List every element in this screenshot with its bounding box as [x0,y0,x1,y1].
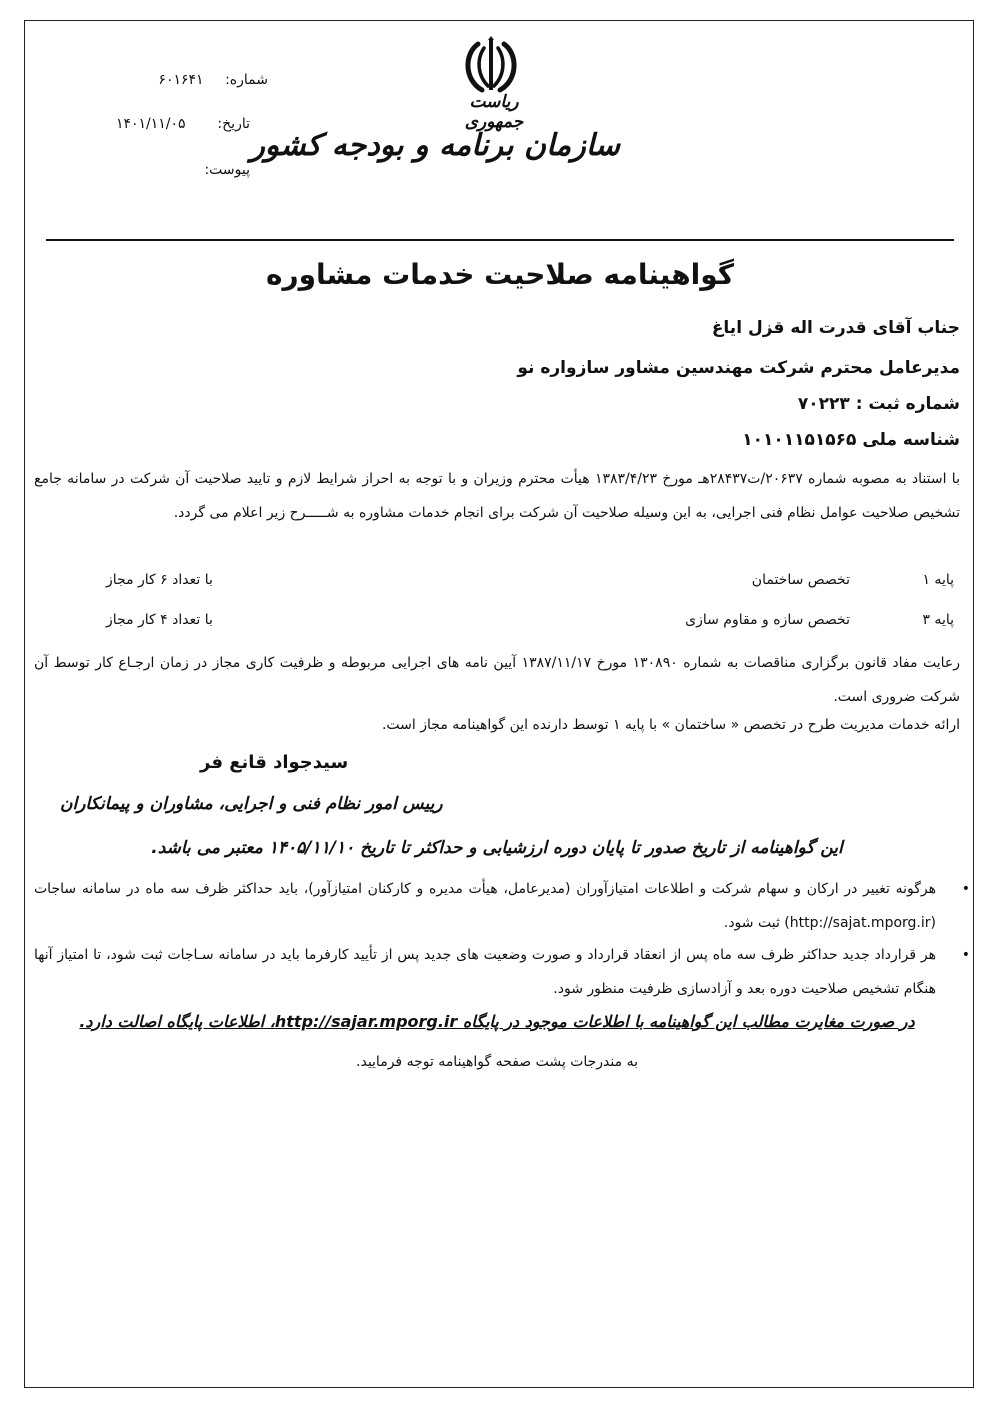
letter-attachment-label: پیوست: [204,162,250,178]
bullet-dot-icon: • [961,881,970,897]
bullet-item [34,872,970,940]
management-note: ارائه خدمات مدیریت طرح در تخصص « ساختمان » با پایه ۱ توسط دارنده این گواهینامه مجاز است. [381,717,960,733]
base-row-2 [34,612,960,642]
header-divider [46,239,954,241]
body-paragraph: با استناد به مصوبه شماره ۲۰۶۳۷/ت۲۸۴۳۷هـ مورخ ۱۳۸۳/۴/۲۳ هیأت محترم وزیران و با توجه به احراز شرایط لازم و تایید صلاحیت آن شرکت در سامانه جامع تشخیص صلاحیت عوامل نظام فنی اجرایی، به این وسیله صلاحیت آن شرکت برای انجام خدمات مشاوره به شـــــرح زیر اعلام می گردد. [34,471,960,521]
footer-note: به مندرجات پشت صفحه گواهینامه توجه فرمایید. [356,1054,638,1070]
letter-date [100,116,250,132]
letter-date-label: تاریخ: [217,116,250,132]
recipient-name: جناب آقای قدرت اله قزل ایاغ [711,318,960,338]
bullet-text: هرگونه تغییر در ارکان و سهام شرکت و اطلاعات امتیازآوران (مدیرعامل، هیأت مدیره و کارکنان امتیازآور)، باید حداکثر ظرف سه ماه در سامانه ساجات (http://sajat.mporg.ir) ثبت شود. [34,881,936,931]
registration-number: شماره ثبت : ۷۰۲۲۳ [797,394,960,414]
iran-emblem-icon [458,36,524,96]
base-level: پایه ۳ [922,612,954,628]
base-row-1 [34,572,960,602]
base-level: پایه ۱ [922,572,954,588]
letter-attachment [198,162,250,178]
bullet-item [34,938,970,1006]
compliance-paragraph: رعایت مفاد قانون برگزاری مناقصات به شماره ۱۳۰۸۹۰ مورخ ۱۳۸۷/۱۱/۱۷ آیین نامه های اجرایی مربوطه و ظرفیت کاری مجاز در زمان ارجـاع کار توسط آن شرکت ضروری است. [34,655,960,705]
national-id: شناسه ملی ۱۰۱۰۱۱۵۱۵۶۵ [742,430,960,450]
letter-number-value: ۶۰۱۶۴۱ [158,72,204,88]
base-specialty: تخصص ساختمان [751,572,850,588]
bullet-dot-icon: • [961,947,970,963]
letter-number-label: شماره: [225,72,268,88]
letter-number [118,72,268,88]
org-subtitle: ریاست جمهوری [464,92,524,132]
bullet-text: هر قرارداد جدید حداکثر ظرف سه ماه پس از انعقاد قرارداد و صورت وضعیت های جدید پس از تأیید کارفرما باید در سامانه سـاجات ثبت شود، تا امتیاز آنها هنگام تشخیص صلاحیت دوره بعد و آزادسازی ظرفیت منظور شود. [34,947,936,997]
signer-position: رییس امور نظام فنی و اجرایی، مشاوران و پیمانکاران [60,794,443,814]
base-count: با تعداد ۴ کار مجاز [106,612,213,628]
recipient-position: مدیرعامل محترم شرکت مهندسین مشاور سازواره نو [517,358,960,378]
base-specialty: تخصص سازه و مقاوم سازی [685,612,850,628]
validity-statement: این گواهینامه از تاریخ صدور تا پایان دوره ارزشیابی و حداکثر تا تاریخ ۱۴۰۵/۱۱/۱۰ معتبر می باشد. [151,838,843,858]
certificate-title: گواهینامه صلاحیت خدمات مشاوره [265,258,735,291]
base-count: با تعداد ۶ کار مجاز [106,572,213,588]
signer-name: سیدجواد قانع فر [200,752,349,773]
org-name: سازمان برنامه و بودجه کشور [250,128,620,163]
discrepancy-warning: در صورت مغایرت مطالب این گواهینامه با اطلاعات موجود در پایگاه http://sajar.mporg.ir، اطلاعات پایگاه اصالت دارد. [79,1012,915,1031]
letter-date-value: ۱۴۰۱/۱۱/۰۵ [115,116,186,132]
